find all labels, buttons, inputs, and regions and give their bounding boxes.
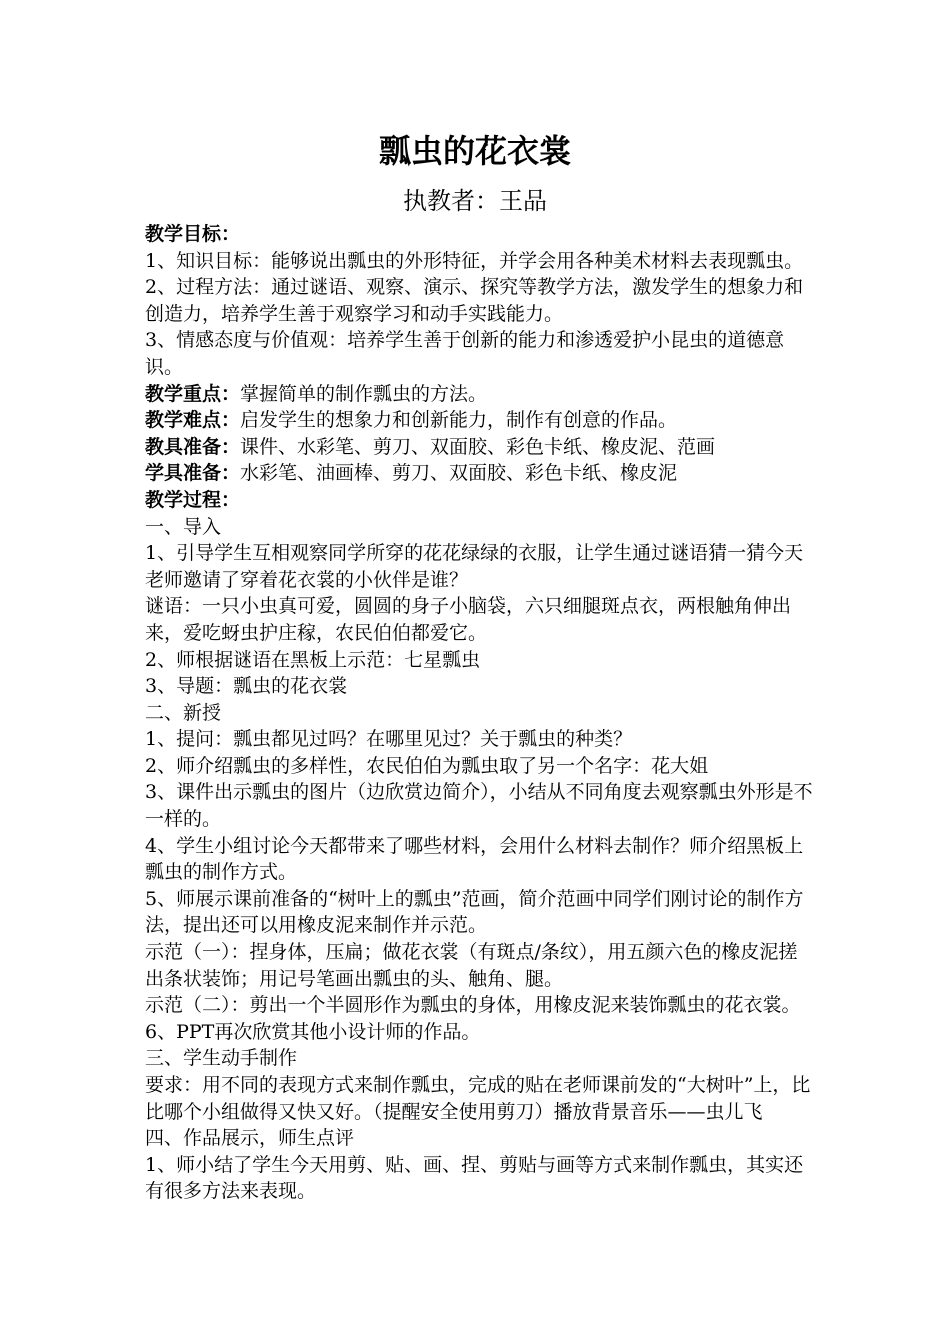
section-title: 二、新授: [145, 701, 222, 724]
student-tools-line: [145, 460, 813, 487]
key-point-label: 教学重点：: [145, 382, 241, 405]
section-item: 1、提问：瓢虫都见过吗？在哪里见过？关于瓢虫的种类？: [145, 728, 633, 751]
objectives-heading: 教学目标：: [145, 223, 241, 245]
section-item: 1、师小结了学生今天用剪、贴、画、捏、剪贴与画等方式来制作瓢虫，其实还有很多方法来表现。: [145, 1153, 804, 1203]
document-body: [145, 221, 813, 1205]
section-item: 6、PPT再次欣赏其他小设计师的作品。: [145, 1020, 481, 1043]
author-line: 执教者：王品: [403, 187, 547, 215]
teacher-tools-label: 教具准备：: [145, 435, 241, 458]
difficulty-line: [145, 407, 813, 434]
section-title: 四、作品展示，师生点评: [145, 1127, 355, 1150]
section-item: 2、师介绍瓢虫的多样性，农民伯伯为瓢虫取了另一个名字：花大姐: [145, 754, 709, 777]
process-heading: 教学过程：: [145, 488, 241, 511]
section-item: 4、学生小组讨论今天都带来了哪些材料，会用什么材料去制作？师介绍黑板上瓢虫的制作方式。: [145, 834, 804, 884]
section-item: 要求：用不同的表现方式来制作瓢虫，完成的贴在老师课前发的“大树叶”上，比比哪个小组做得又快又好。（提醒安全使用剪刀）播放背景音乐——虫儿飞: [145, 1074, 811, 1123]
section-item: 3、导题：瓢虫的花衣裳: [145, 675, 348, 698]
document-title: 瓢虫的花衣裳: [378, 132, 571, 170]
section-item: 3、课件出示瓢虫的图片（边欣赏边简介），小结从不同角度去观察瓢虫外形是不一样的。: [145, 781, 813, 831]
objective-item: 2、过程方法：通过谜语、观察、演示、探究等教学方法，激发学生的想象力和创造力，培养学生善于观察学习和动手实践能力。: [145, 276, 804, 325]
demo-step: 示范（一）：捏身体，压扁；做花衣裳（有斑点/条纹），用五颜六色的橡皮泥搓出条状装饰；用记号笔画出瓢虫的头、触角、腿。: [145, 941, 798, 990]
section-item: 5、师展示课前准备的“树叶上的瓢虫”范画，简介范画中同学们刚讨论的制作方法，提出还可以用橡皮泥来制作并示范。: [145, 887, 804, 937]
difficulty-text: 启发学生的想象力和创新能力，制作有创意的作品。: [240, 409, 678, 432]
section-title: 三、学生动手制作: [145, 1047, 298, 1070]
key-point-text: 掌握简单的制作瓢虫的方法。: [240, 382, 488, 405]
teacher-tools-line: [145, 434, 813, 461]
riddle-text: 谜语：一只小虫真可爱，圆圆的身子小脑袋，六只细腿斑点衣，两根触角伸出来，爱吃蚜虫护庄稼，农民伯伯都爱它。: [145, 595, 792, 644]
student-tools-label: 学具准备：: [145, 462, 241, 485]
objective-item: 3、情感态度与价值观：培养学生善于创新的能力和渗透爱护小昆虫的道德意识。: [145, 329, 785, 378]
difficulty-label: 教学难点：: [145, 409, 241, 432]
key-point-line: [145, 381, 813, 408]
section-item: 2、师根据谜语在黑板上示范：七星瓢虫: [145, 648, 481, 671]
demo-step: 示范（二）：剪出一个半圆形作为瓢虫的身体，用橡皮泥来装饰瓢虫的花衣裳。: [145, 994, 801, 1017]
student-tools-text: 水彩笔、油画棒、剪刀、双面胶、彩色卡纸、橡皮泥: [240, 462, 678, 485]
objective-item: 1、知识目标：能够说出瓢虫的外形特征，并学会用各种美术材料去表现瓢虫。: [145, 249, 804, 272]
section-title: 一、导入: [145, 515, 222, 538]
teacher-tools-text: 课件、水彩笔、剪刀、双面胶、彩色卡纸、橡皮泥、范画: [240, 435, 716, 458]
section-item: 1、引导学生互相观察同学所穿的花花绿绿的衣服，让学生通过谜语猜一猜今天老师邀请了穿着花衣裳的小伙伴是谁？: [145, 542, 804, 591]
